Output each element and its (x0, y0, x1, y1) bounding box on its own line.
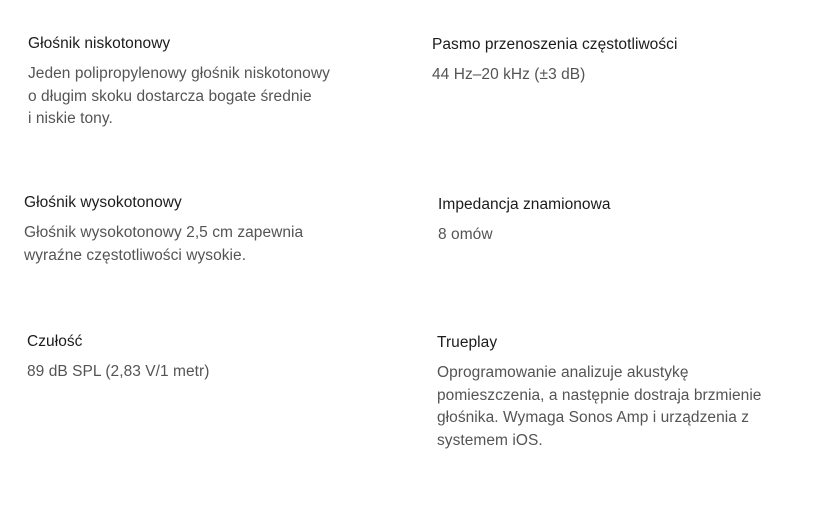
spec-frequency-title: Pasmo przenoszenia częstotliwości (432, 36, 678, 53)
spec-tweeter-text: Głośnik wysokotonowy 2,5 cm zapewnia wyraźne częstotliwości wysokie. (24, 224, 304, 264)
spec-tweeter-title: Głośnik wysokotonowy (24, 194, 182, 211)
spec-trueplay-text: Oprogramowanie analizuje akustykę pomieszczenia, a następnie dostraja brzmienie głośnika. Wymaga Sonos Amp i urządzenia z systemem iOS. (437, 364, 762, 449)
spec-sensitivity-text: 89 dB SPL (2,83 V/1 metr) (27, 363, 210, 380)
spec-woofer (28, 34, 388, 131)
spec-sensitivity (27, 332, 387, 384)
spec-impedance-text: 8 omów (438, 226, 493, 243)
spec-woofer-title: Głośnik niskotonowy (28, 35, 171, 52)
spec-tweeter (24, 193, 384, 267)
spec-frequency-response (432, 35, 792, 87)
spec-impedance-title: Impedancja znamionowa (438, 196, 611, 213)
spec-impedance (438, 195, 798, 247)
spec-sensitivity-title: Czułość (27, 333, 83, 350)
spec-trueplay-title: Trueplay (437, 334, 498, 351)
spec-trueplay (437, 333, 817, 452)
spec-woofer-text: Jeden polipropylenowy głośnik niskotonowy o długim skoku dostarcza bogate średnie i niskie tony. (28, 65, 330, 127)
spec-frequency-text: 44 Hz–20 kHz (±3 dB) (432, 66, 586, 83)
